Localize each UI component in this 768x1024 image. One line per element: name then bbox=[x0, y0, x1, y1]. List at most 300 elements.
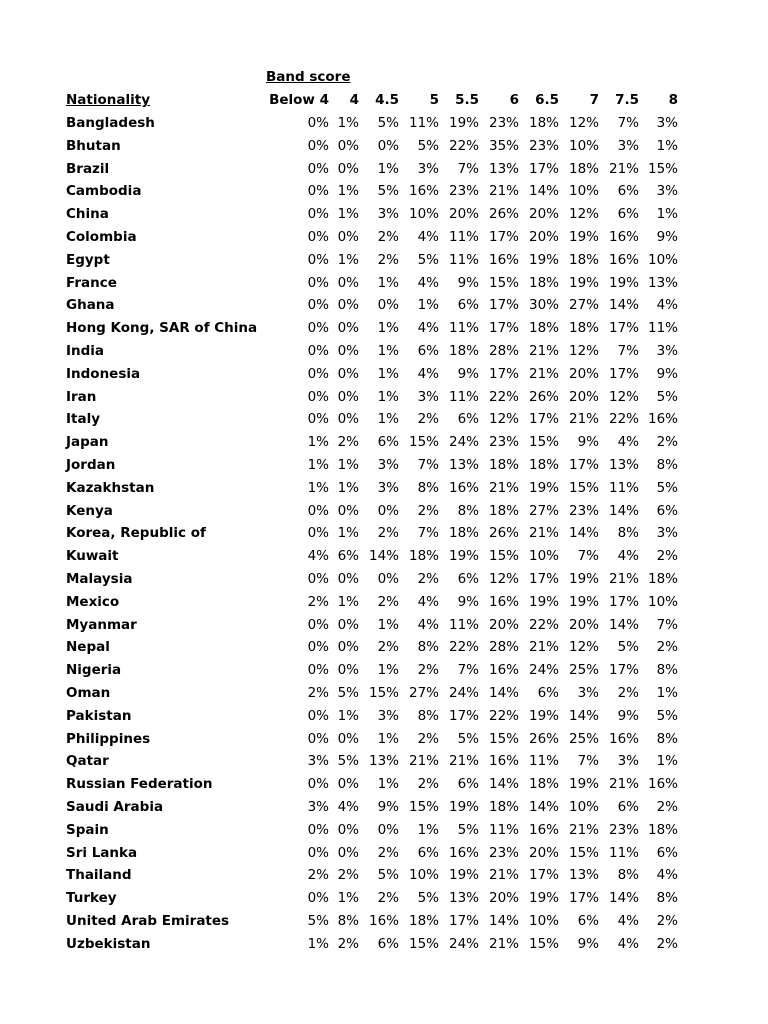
percentage-cell: 22% bbox=[488, 707, 519, 724]
percentage-cell: 5% bbox=[656, 479, 678, 496]
nationality-cell: Kuwait bbox=[66, 548, 119, 565]
percentage-cell: 8% bbox=[656, 662, 678, 679]
percentage-cell: 10% bbox=[568, 137, 599, 154]
percentage-cell: 5% bbox=[417, 251, 439, 268]
table-row bbox=[0, 728, 768, 751]
percentage-cell: 16% bbox=[488, 753, 519, 770]
percentage-cell: 18% bbox=[408, 548, 439, 565]
percentage-cell: 5% bbox=[457, 821, 479, 838]
percentage-cell: 4% bbox=[307, 548, 329, 565]
percentage-cell: 3% bbox=[656, 525, 678, 542]
table-row bbox=[0, 226, 768, 249]
percentage-cell: 4% bbox=[617, 434, 639, 451]
percentage-cell: 18% bbox=[488, 502, 519, 519]
percentage-cell: 1% bbox=[417, 821, 439, 838]
table-row bbox=[0, 933, 768, 956]
percentage-cell: 19% bbox=[528, 593, 559, 610]
percentage-cell: 5% bbox=[417, 137, 439, 154]
percentage-cell: 1% bbox=[337, 457, 359, 473]
percentage-cell: 0% bbox=[337, 821, 359, 838]
percentage-cell: 14% bbox=[528, 183, 559, 200]
percentage-cell: 10% bbox=[408, 867, 439, 884]
percentage-cell: 17% bbox=[608, 365, 639, 382]
percentage-cell: 2% bbox=[377, 593, 399, 610]
percentage-cell: 8% bbox=[417, 707, 439, 724]
percentage-cell: 14% bbox=[608, 616, 639, 633]
percentage-cell: 21% bbox=[608, 160, 639, 177]
percentage-cell: 6% bbox=[656, 844, 678, 861]
percentage-cell: 20% bbox=[528, 206, 559, 223]
percentage-cell: 24% bbox=[448, 434, 479, 451]
percentage-cell: 27% bbox=[528, 502, 559, 519]
percentage-cell: 35% bbox=[488, 137, 519, 154]
nationality-cell: Spain bbox=[66, 821, 109, 838]
percentage-cell: 18% bbox=[647, 571, 678, 587]
percentage-cell: 19% bbox=[568, 274, 599, 291]
percentage-cell: 19% bbox=[568, 229, 599, 245]
percentage-cell: 23% bbox=[488, 844, 519, 861]
percentage-cell: 0% bbox=[307, 137, 329, 154]
percentage-cell: 4% bbox=[417, 320, 439, 337]
percentage-cell: 15% bbox=[408, 799, 439, 815]
percentage-cell: 15% bbox=[647, 160, 678, 177]
percentage-cell: 14% bbox=[528, 799, 559, 815]
percentage-cell: 24% bbox=[448, 685, 479, 701]
percentage-cell: 3% bbox=[307, 753, 329, 770]
percentage-cell: 7% bbox=[457, 160, 479, 177]
percentage-cell: 6% bbox=[617, 206, 639, 223]
table-row bbox=[0, 705, 768, 728]
nationality-cell: Colombia bbox=[66, 229, 137, 245]
percentage-cell: 17% bbox=[488, 297, 519, 314]
percentage-cell: 17% bbox=[488, 365, 519, 382]
percentage-cell: 0% bbox=[307, 616, 329, 633]
percentage-cell: 19% bbox=[448, 867, 479, 884]
percentage-cell: 4% bbox=[617, 548, 639, 565]
percentage-cell: 17% bbox=[448, 707, 479, 724]
percentage-cell: 1% bbox=[337, 115, 359, 131]
percentage-cell: 14% bbox=[368, 548, 399, 565]
percentage-cell: 16% bbox=[528, 821, 559, 838]
percentage-cell: 10% bbox=[568, 183, 599, 200]
percentage-cell: 12% bbox=[488, 411, 519, 428]
percentage-cell: 0% bbox=[337, 388, 359, 405]
table-row bbox=[0, 317, 768, 340]
percentage-cell: 11% bbox=[528, 753, 559, 770]
percentage-cell: 11% bbox=[448, 616, 479, 633]
percentage-cell: 16% bbox=[488, 593, 519, 610]
percentage-cell: 17% bbox=[608, 662, 639, 679]
percentage-cell: 3% bbox=[377, 206, 399, 223]
percentage-cell: 0% bbox=[337, 274, 359, 291]
percentage-cell: 23% bbox=[448, 183, 479, 200]
percentage-cell: 1% bbox=[656, 753, 678, 770]
percentage-cell: 5% bbox=[307, 913, 329, 929]
percentage-cell: 16% bbox=[448, 844, 479, 861]
percentage-cell: 9% bbox=[656, 365, 678, 382]
percentage-cell: 16% bbox=[408, 183, 439, 200]
percentage-cell: 1% bbox=[377, 160, 399, 177]
percentage-cell: 15% bbox=[568, 479, 599, 496]
nationality-cell: United Arab Emirates bbox=[66, 913, 230, 929]
nationality-cell: Uzbekistan bbox=[66, 935, 151, 952]
nationality-cell: Indonesia bbox=[66, 365, 141, 382]
percentage-cell: 25% bbox=[568, 730, 599, 747]
percentage-cell: 0% bbox=[307, 707, 329, 724]
table-row bbox=[0, 431, 768, 454]
percentage-cell: 4% bbox=[656, 867, 678, 884]
percentage-cell: 11% bbox=[448, 229, 479, 245]
column-header: 4 bbox=[349, 92, 359, 108]
percentage-cell: 1% bbox=[377, 411, 399, 428]
nationality-cell: Brazil bbox=[66, 160, 110, 177]
percentage-cell: 21% bbox=[528, 343, 559, 359]
table-row bbox=[0, 887, 768, 910]
percentage-cell: 0% bbox=[337, 730, 359, 747]
nationality-cell: Qatar bbox=[66, 753, 109, 770]
percentage-cell: 2% bbox=[417, 776, 439, 793]
percentage-cell: 18% bbox=[528, 115, 559, 131]
percentage-cell: 6% bbox=[337, 548, 359, 565]
percentage-cell: 0% bbox=[337, 229, 359, 245]
percentage-cell: 1% bbox=[307, 935, 329, 952]
percentage-cell: 15% bbox=[488, 548, 519, 565]
percentage-cell: 21% bbox=[488, 935, 519, 952]
percentage-cell: 15% bbox=[408, 935, 439, 952]
percentage-cell: 18% bbox=[408, 913, 439, 929]
nationality-cell: Sri Lanka bbox=[66, 844, 138, 861]
percentage-cell: 6% bbox=[417, 844, 439, 861]
table-row bbox=[0, 500, 768, 523]
percentage-cell: 4% bbox=[417, 274, 439, 291]
percentage-cell: 0% bbox=[337, 776, 359, 793]
percentage-cell: 0% bbox=[307, 730, 329, 747]
percentage-cell: 18% bbox=[568, 251, 599, 268]
percentage-cell: 7% bbox=[617, 115, 639, 131]
percentage-cell: 23% bbox=[528, 137, 559, 154]
percentage-cell: 19% bbox=[528, 707, 559, 724]
percentage-cell: 3% bbox=[377, 457, 399, 473]
column-header: 6 bbox=[509, 92, 519, 108]
percentage-cell: 8% bbox=[656, 730, 678, 747]
percentage-cell: 4% bbox=[617, 935, 639, 952]
percentage-cell: 7% bbox=[617, 343, 639, 359]
percentage-cell: 16% bbox=[647, 776, 678, 793]
percentage-cell: 0% bbox=[337, 502, 359, 519]
percentage-cell: 17% bbox=[448, 913, 479, 929]
nationality-cell: Malaysia bbox=[66, 571, 133, 587]
percentage-cell: 20% bbox=[568, 388, 599, 405]
percentage-cell: 7% bbox=[577, 548, 599, 565]
percentage-cell: 27% bbox=[568, 297, 599, 314]
percentage-cell: 18% bbox=[568, 320, 599, 337]
percentage-cell: 20% bbox=[568, 616, 599, 633]
percentage-cell: 1% bbox=[656, 206, 678, 223]
percentage-cell: 2% bbox=[656, 434, 678, 451]
percentage-cell: 2% bbox=[337, 867, 359, 884]
percentage-cell: 0% bbox=[307, 297, 329, 314]
percentage-cell: 3% bbox=[617, 137, 639, 154]
percentage-cell: 20% bbox=[568, 365, 599, 382]
percentage-cell: 3% bbox=[417, 388, 439, 405]
percentage-cell: 5% bbox=[337, 753, 359, 770]
percentage-cell: 17% bbox=[488, 229, 519, 245]
percentage-cell: 12% bbox=[568, 206, 599, 223]
percentage-cell: 9% bbox=[577, 434, 599, 451]
percentage-cell: 1% bbox=[377, 365, 399, 382]
table-row bbox=[0, 614, 768, 637]
percentage-cell: 14% bbox=[488, 913, 519, 929]
percentage-cell: 1% bbox=[377, 388, 399, 405]
nationality-cell: Nigeria bbox=[66, 662, 122, 679]
percentage-cell: 26% bbox=[488, 525, 519, 542]
nationality-cell: Italy bbox=[66, 411, 101, 428]
percentage-cell: 21% bbox=[568, 411, 599, 428]
percentage-cell: 0% bbox=[337, 662, 359, 679]
percentage-cell: 18% bbox=[488, 799, 519, 815]
percentage-cell: 18% bbox=[528, 274, 559, 291]
percentage-cell: 2% bbox=[417, 411, 439, 428]
nationality-header: Nationality bbox=[66, 92, 150, 108]
percentage-cell: 4% bbox=[656, 297, 678, 314]
percentage-cell: 1% bbox=[417, 297, 439, 314]
percentage-cell: 11% bbox=[408, 115, 439, 131]
percentage-cell: 0% bbox=[307, 229, 329, 245]
percentage-cell: 0% bbox=[307, 365, 329, 382]
percentage-cell: 3% bbox=[377, 479, 399, 496]
percentage-cell: 9% bbox=[377, 799, 399, 815]
table-row bbox=[0, 249, 768, 272]
percentage-cell: 1% bbox=[337, 525, 359, 542]
percentage-cell: 3% bbox=[656, 343, 678, 359]
percentage-cell: 0% bbox=[337, 411, 359, 428]
percentage-cell: 4% bbox=[417, 229, 439, 245]
percentage-cell: 1% bbox=[307, 457, 329, 473]
nationality-cell: Japan bbox=[66, 434, 109, 451]
percentage-cell: 0% bbox=[307, 251, 329, 268]
percentage-cell: 0% bbox=[307, 274, 329, 291]
percentage-cell: 18% bbox=[448, 343, 479, 359]
percentage-cell: 17% bbox=[488, 320, 519, 337]
percentage-cell: 0% bbox=[307, 571, 329, 587]
percentage-cell: 1% bbox=[377, 343, 399, 359]
percentage-cell: 13% bbox=[608, 457, 639, 473]
table-row bbox=[0, 842, 768, 865]
table-row bbox=[0, 659, 768, 682]
percentage-cell: 6% bbox=[617, 799, 639, 815]
percentage-cell: 1% bbox=[377, 776, 399, 793]
table-row bbox=[0, 386, 768, 409]
nationality-cell: Egypt bbox=[66, 251, 110, 268]
percentage-cell: 5% bbox=[377, 183, 399, 200]
table-row bbox=[0, 294, 768, 317]
percentage-cell: 3% bbox=[617, 753, 639, 770]
nationality-cell: Hong Kong, SAR of China bbox=[66, 320, 258, 337]
nationality-cell: Thailand bbox=[66, 867, 132, 884]
percentage-cell: 8% bbox=[656, 890, 678, 907]
percentage-cell: 19% bbox=[528, 479, 559, 496]
percentage-cell: 7% bbox=[417, 457, 439, 473]
percentage-cell: 18% bbox=[488, 457, 519, 473]
percentage-cell: 13% bbox=[647, 274, 678, 291]
percentage-cell: 12% bbox=[608, 388, 639, 405]
percentage-cell: 3% bbox=[656, 183, 678, 200]
percentage-cell: 10% bbox=[408, 206, 439, 223]
nationality-cell: Mexico bbox=[66, 593, 120, 610]
percentage-cell: 0% bbox=[307, 525, 329, 542]
percentage-cell: 23% bbox=[488, 434, 519, 451]
percentage-cell: 21% bbox=[488, 867, 519, 884]
percentage-cell: 19% bbox=[608, 274, 639, 291]
table-row bbox=[0, 477, 768, 500]
percentage-cell: 5% bbox=[656, 707, 678, 724]
percentage-cell: 8% bbox=[417, 639, 439, 656]
percentage-cell: 0% bbox=[307, 890, 329, 907]
table-row bbox=[0, 819, 768, 842]
percentage-cell: 28% bbox=[488, 639, 519, 656]
percentage-cell: 26% bbox=[528, 730, 559, 747]
percentage-cell: 1% bbox=[337, 890, 359, 907]
percentage-cell: 5% bbox=[337, 685, 359, 701]
percentage-cell: 16% bbox=[488, 662, 519, 679]
percentage-cell: 0% bbox=[307, 776, 329, 793]
percentage-cell: 0% bbox=[307, 320, 329, 337]
table-row bbox=[0, 910, 768, 933]
percentage-cell: 18% bbox=[448, 525, 479, 542]
percentage-cell: 17% bbox=[568, 890, 599, 907]
percentage-cell: 20% bbox=[488, 890, 519, 907]
percentage-cell: 11% bbox=[448, 320, 479, 337]
percentage-cell: 1% bbox=[337, 206, 359, 223]
percentage-cell: 2% bbox=[656, 639, 678, 656]
percentage-cell: 17% bbox=[608, 320, 639, 337]
percentage-cell: 2% bbox=[377, 844, 399, 861]
percentage-cell: 1% bbox=[337, 593, 359, 610]
percentage-cell: 18% bbox=[528, 320, 559, 337]
percentage-cell: 12% bbox=[568, 115, 599, 131]
percentage-cell: 1% bbox=[307, 434, 329, 451]
band-score-header: Band score bbox=[266, 69, 351, 85]
percentage-cell: 3% bbox=[577, 685, 599, 701]
percentage-cell: 21% bbox=[488, 479, 519, 496]
percentage-cell: 21% bbox=[528, 365, 559, 382]
percentage-cell: 16% bbox=[608, 730, 639, 747]
percentage-cell: 7% bbox=[417, 525, 439, 542]
percentage-cell: 14% bbox=[568, 707, 599, 724]
percentage-cell: 8% bbox=[457, 502, 479, 519]
column-header: 7 bbox=[589, 92, 599, 108]
percentage-cell: 23% bbox=[568, 502, 599, 519]
percentage-cell: 13% bbox=[568, 867, 599, 884]
percentage-cell: 15% bbox=[488, 730, 519, 747]
percentage-cell: 0% bbox=[307, 821, 329, 838]
table-row bbox=[0, 180, 768, 203]
percentage-cell: 2% bbox=[377, 229, 399, 245]
table-row bbox=[0, 545, 768, 568]
percentage-cell: 9% bbox=[577, 935, 599, 952]
percentage-cell: 12% bbox=[488, 571, 519, 587]
percentage-cell: 2% bbox=[417, 571, 439, 587]
percentage-cell: 0% bbox=[307, 502, 329, 519]
column-header: 4.5 bbox=[375, 92, 399, 108]
percentage-cell: 0% bbox=[307, 343, 329, 359]
percentage-cell: 12% bbox=[568, 639, 599, 656]
percentage-cell: 0% bbox=[307, 662, 329, 679]
percentage-cell: 19% bbox=[448, 799, 479, 815]
percentage-cell: 8% bbox=[337, 913, 359, 929]
percentage-cell: 19% bbox=[448, 548, 479, 565]
percentage-cell: 25% bbox=[568, 662, 599, 679]
percentage-cell: 21% bbox=[608, 571, 639, 587]
percentage-cell: 1% bbox=[337, 251, 359, 268]
percentage-cell: 5% bbox=[377, 115, 399, 131]
percentage-cell: 6% bbox=[377, 434, 399, 451]
table-row bbox=[0, 158, 768, 181]
percentage-cell: 10% bbox=[647, 593, 678, 610]
percentage-cell: 1% bbox=[377, 274, 399, 291]
percentage-cell: 12% bbox=[568, 343, 599, 359]
percentage-cell: 1% bbox=[337, 183, 359, 200]
percentage-cell: 4% bbox=[417, 616, 439, 633]
percentage-cell: 6% bbox=[457, 297, 479, 314]
percentage-cell: 2% bbox=[417, 662, 439, 679]
percentage-cell: 0% bbox=[307, 411, 329, 428]
percentage-cell: 0% bbox=[337, 639, 359, 656]
percentage-cell: 13% bbox=[448, 890, 479, 907]
percentage-cell: 18% bbox=[568, 160, 599, 177]
table-row bbox=[0, 636, 768, 659]
percentage-cell: 14% bbox=[608, 502, 639, 519]
percentage-cell: 20% bbox=[488, 616, 519, 633]
percentage-cell: 4% bbox=[417, 365, 439, 382]
percentage-cell: 0% bbox=[307, 206, 329, 223]
percentage-cell: 6% bbox=[457, 776, 479, 793]
percentage-cell: 0% bbox=[377, 502, 399, 519]
percentage-cell: 21% bbox=[568, 821, 599, 838]
percentage-cell: 0% bbox=[377, 137, 399, 154]
nationality-cell: Myanmar bbox=[66, 616, 137, 633]
nationality-cell: Nepal bbox=[66, 639, 110, 656]
percentage-cell: 6% bbox=[417, 343, 439, 359]
percentage-cell: 7% bbox=[457, 662, 479, 679]
nationality-cell: Russian Federation bbox=[66, 776, 213, 793]
percentage-cell: 0% bbox=[337, 320, 359, 337]
percentage-cell: 2% bbox=[377, 251, 399, 268]
percentage-cell: 15% bbox=[568, 844, 599, 861]
percentage-cell: 3% bbox=[656, 115, 678, 131]
percentage-cell: 16% bbox=[488, 251, 519, 268]
nationality-cell: Iran bbox=[66, 388, 97, 405]
table-row bbox=[0, 408, 768, 431]
percentage-cell: 0% bbox=[377, 297, 399, 314]
nationality-cell: Korea, Republic of bbox=[66, 525, 206, 542]
percentage-cell: 19% bbox=[568, 593, 599, 610]
percentage-cell: 0% bbox=[337, 343, 359, 359]
percentage-cell: 23% bbox=[608, 821, 639, 838]
nationality-cell: Turkey bbox=[66, 890, 117, 907]
table-row bbox=[0, 682, 768, 705]
nationality-cell: Bhutan bbox=[66, 137, 121, 154]
percentage-cell: 11% bbox=[488, 821, 519, 838]
percentage-cell: 15% bbox=[368, 685, 399, 701]
percentage-cell: 1% bbox=[337, 479, 359, 496]
percentage-cell: 11% bbox=[608, 479, 639, 496]
percentage-cell: 14% bbox=[488, 685, 519, 701]
percentage-cell: 22% bbox=[448, 137, 479, 154]
percentage-cell: 21% bbox=[488, 183, 519, 200]
percentage-cell: 6% bbox=[537, 685, 559, 701]
percentage-cell: 11% bbox=[448, 251, 479, 268]
